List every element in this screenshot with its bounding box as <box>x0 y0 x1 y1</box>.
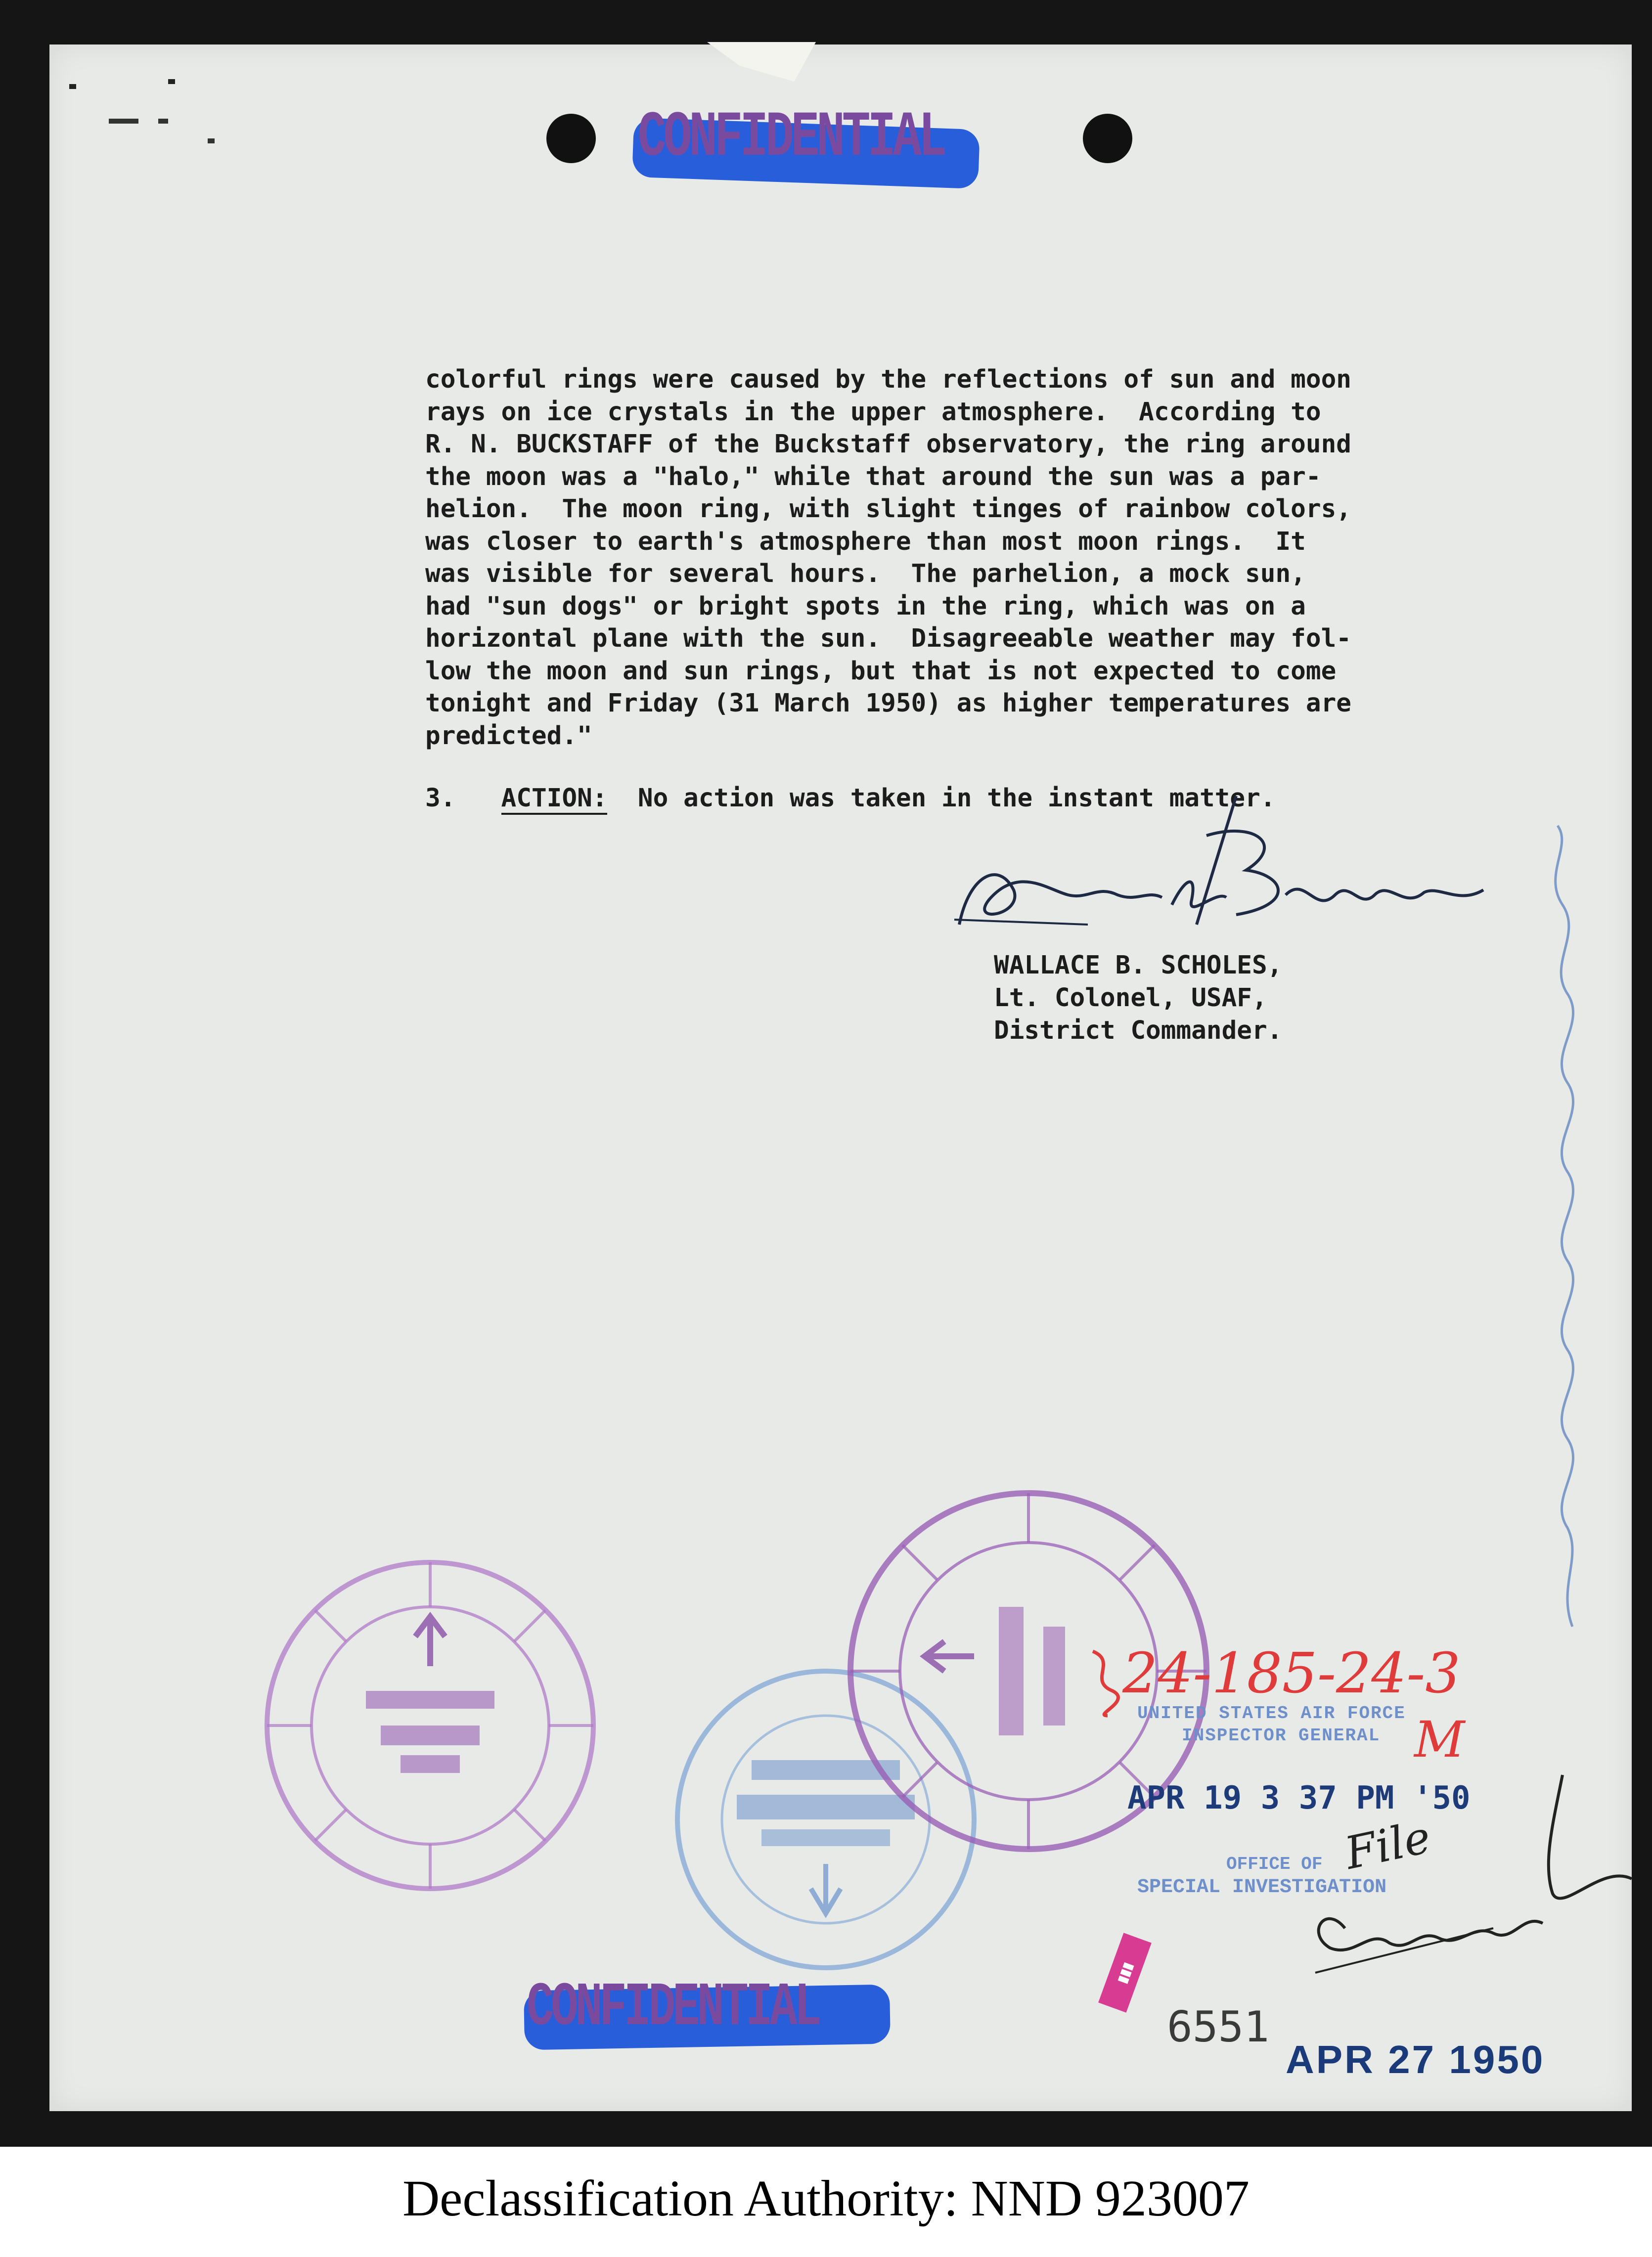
body-line: tonight and Friday (31 March 1950) as higher temperatures are <box>425 689 1351 718</box>
file-code: 24-185-24-3 <box>1122 1641 1461 1706</box>
signer-title: District Commander. <box>994 1016 1283 1045</box>
signer-rank: Lt. Colonel, USAF, <box>994 983 1267 1013</box>
document-page <box>49 44 1632 2111</box>
action-number: 3. <box>425 784 456 813</box>
body-line: was closer to earth's atmosphere than most moon rings. It <box>425 527 1306 556</box>
handwritten-initials <box>1286 1765 1642 2002</box>
action-text: No action was taken in the instant matter. <box>637 784 1276 813</box>
classification-bottom: CONFIDENTIAL <box>527 1973 819 2043</box>
margin-handwriting <box>1528 816 1607 1656</box>
classification-top: CONFIDENTIAL <box>638 101 944 175</box>
org-line-2: INSPECTOR GENERAL <box>1182 1726 1381 1746</box>
circular-stamp-left <box>252 1548 608 1903</box>
footer-bar <box>0 2147 1652 2257</box>
declassification-authority: Declassification Authority: NND 923007 <box>402 2170 1250 2227</box>
org-line-1: UNITED STATES AIR FORCE <box>1137 1703 1406 1724</box>
paper-tear <box>707 42 816 82</box>
pink-stamp: ▮▮▮ <box>1098 1933 1152 2012</box>
body-line: rays on ice crystals in the upper atmosphere. According to <box>425 397 1321 427</box>
body-line: predicted." <box>425 721 592 751</box>
body-line: helion. The moon ring, with slight tinges of rainbow colors, <box>425 494 1351 524</box>
punch-hole-right <box>1083 114 1132 163</box>
office-line-1: OFFICE OF <box>1226 1854 1323 1874</box>
corner-specks <box>69 74 218 148</box>
signature <box>939 776 1533 954</box>
body-line: colorful rings were caused by the reflections of sun and moon <box>425 365 1351 394</box>
body-paragraph <box>425 363 1351 752</box>
apr27-stamp: APR 27 1950 <box>1286 2037 1545 2081</box>
action-label: ACTION: <box>501 784 608 815</box>
handwritten-file-note: File <box>1340 1811 1435 1880</box>
signature-block <box>994 949 1282 1047</box>
body-line: was visible for several hours. The parhelion, a mock sun, <box>425 559 1306 588</box>
red-scribble <box>1078 1641 1137 1721</box>
body-line: R. N. BUCKSTAFF of the Buckstaff observatory, the ring around <box>425 430 1351 459</box>
received-date: APR 19 3 37 PM '50 <box>1127 1780 1471 1816</box>
body-line: the moon was a "halo," while that around the sun was a par- <box>425 462 1321 491</box>
office-line-2: SPECIAL INVESTIGATION <box>1137 1876 1387 1899</box>
body-line: had "sun dogs" or bright spots in the ring, which was on a <box>425 591 1306 621</box>
file-code-suffix: M <box>1414 1711 1465 1769</box>
file-number: 6551 <box>1167 2002 1270 2052</box>
signer-name: WALLACE B. SCHOLES, <box>994 951 1283 980</box>
body-line: low the moon and sun rings, but that is not expected to come <box>425 656 1337 686</box>
body-line: horizontal plane with the sun. Disagreeable weather may fol- <box>425 624 1351 653</box>
punch-hole-left <box>546 114 596 163</box>
